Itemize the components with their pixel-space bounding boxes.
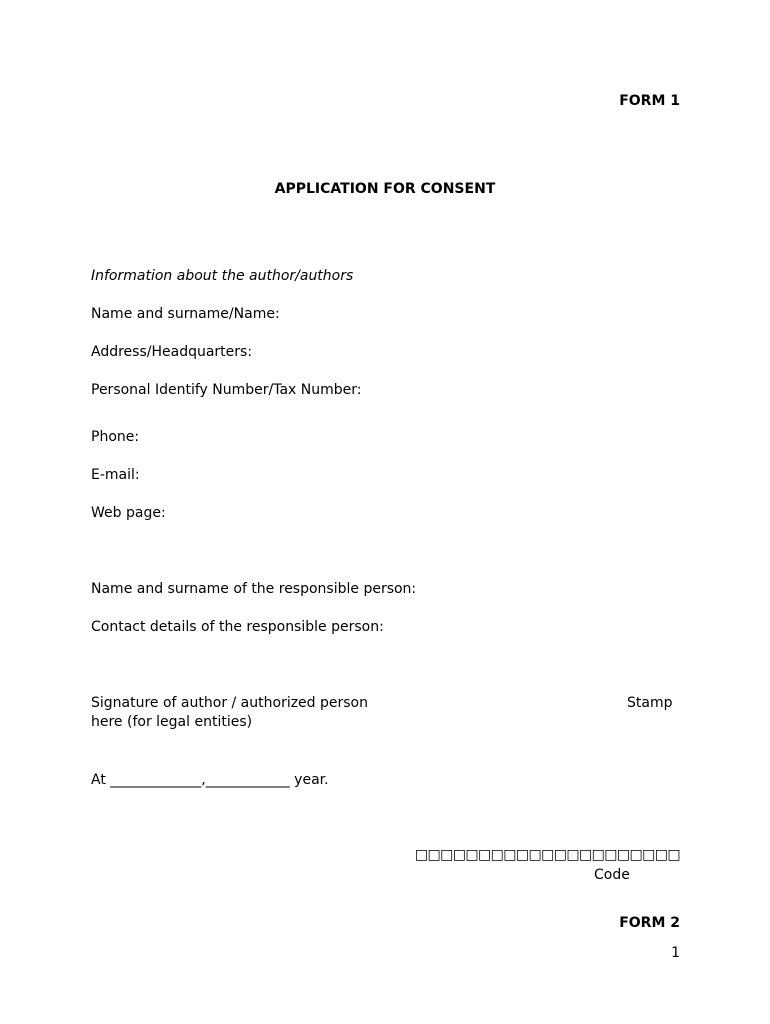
document-title: APPLICATION FOR CONSENT: [274, 181, 496, 197]
field-name-label: Name and surname/Name:: [91, 306, 280, 322]
field-email-label: E-mail:: [91, 467, 140, 483]
page-number: 1: [671, 945, 680, 961]
signature-line-1: Signature of author / authorized person: [91, 695, 368, 711]
section-heading: Information about the author/authors: [91, 268, 354, 284]
place-date-line: At _____________,____________ year.: [91, 772, 329, 788]
form-2-label: FORM 2: [619, 915, 680, 931]
form-1-label: FORM 1: [619, 93, 680, 109]
code-label: Code: [594, 867, 630, 883]
responsible-contact-label: Contact details of the responsible person:: [91, 619, 384, 635]
field-tax-number-label: Personal Identify Number/Tax Number:: [91, 382, 362, 398]
responsible-name-label: Name and surname of the responsible person:: [91, 581, 417, 597]
field-webpage-label: Web page:: [91, 505, 166, 521]
field-phone-label: Phone:: [91, 429, 140, 445]
field-address-label: Address/Headquarters:: [91, 344, 253, 360]
code-boxes: □□□□□□□□□□□□□□□□□□□□□: [414, 847, 680, 863]
signature-line-2: here (for legal entities): [91, 714, 253, 730]
stamp-label: Stamp: [627, 695, 673, 711]
